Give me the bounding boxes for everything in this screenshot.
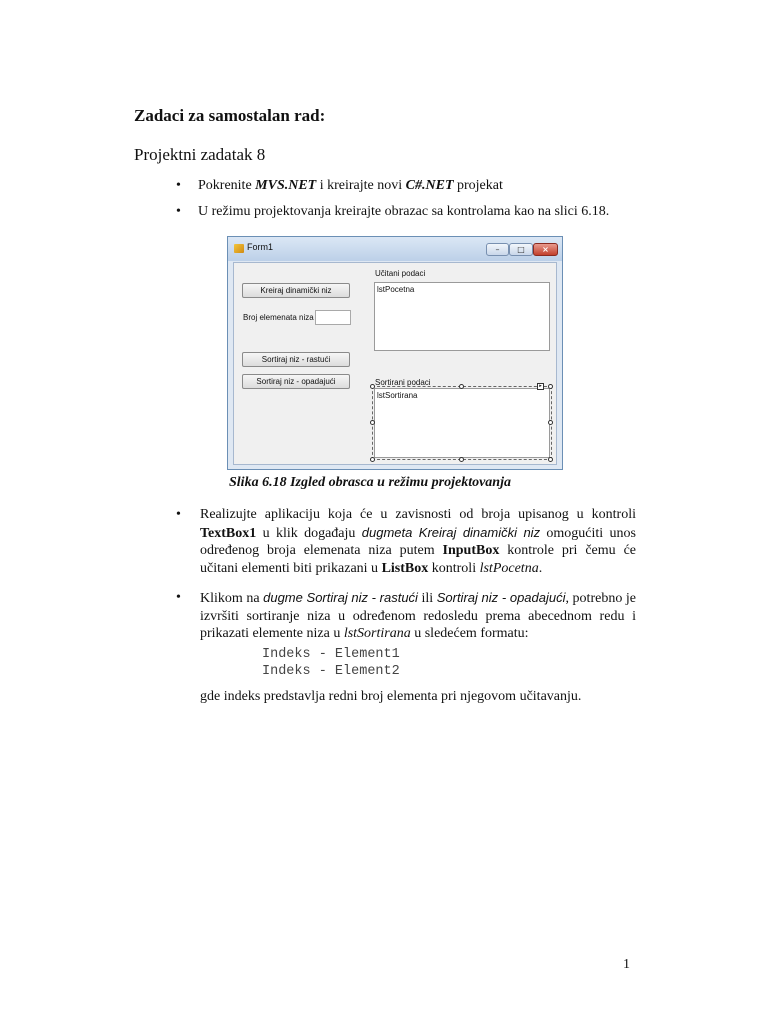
bullet-dot: • (176, 204, 181, 219)
resize-handle[interactable] (548, 420, 553, 425)
loaded-data-label: Učitani podaci (375, 269, 426, 278)
page-number: 1 (623, 957, 630, 972)
form-client-area (233, 262, 557, 465)
figure-caption: Slika 6.18 Izgled obrasca u režimu projektovanja (229, 475, 511, 490)
resize-handle[interactable] (370, 420, 375, 425)
sort-descending-button[interactable]: Sortiraj niz - opadajući (242, 374, 350, 389)
element-count-label: Broj elemenata niza (243, 313, 314, 322)
resize-handle[interactable] (548, 384, 553, 389)
minimize-icon[interactable]: – (486, 243, 509, 256)
form-window-figure (227, 236, 563, 470)
section-heading: Zadaci za samostalan rad: (134, 106, 326, 125)
document-page: Zadaci za samostalan rad: Projektni zadatak 8 • Pokrenite MVS.NET i kreirajte novi C#.NET projekat • U režimu projektovanja kreirajte obrazac sa kontrolama kao na slici 6.18. Form1 – □ × Kreiraj dinamički niz Broj elemenata niza Sortiraj niz - rastući Sortiraj niz - opadajući Učitani podaci lstPocetna Sortirani podaci lstSortirana ▸ Slika 6.18 Izgled obrasca u režimu projektovanja • Realizujte aplikaciju koja će u zavisnosti od broja upisanog u kontroli TextBox1 u klik događaju dugmeta Kreiraj dinamički niz omogućiti unos određenog broja elemenata niza putem InputBox kontrole pri čemu će učitani elementi biti prikazani u ListBox kontroli lstPocetna. • Klikom na dugme Sortiraj niz - rastući ili Sortiraj niz - opadajući, potrebno je izvršiti sortiranje niza u određenom redosledu prema abecednom redu i prikazati elemente niza u lstSortirana u sledećem formatu: Indeks - Element1 Indeks - Element2 gde indeks predstavlja redni broj elementa pri njegovom učitavanju. 1 (134, 106, 636, 972)
resize-handle[interactable] (459, 384, 464, 389)
window-title: Form1 (247, 242, 274, 252)
resize-handle[interactable] (370, 457, 375, 462)
window-titlebar (228, 237, 562, 261)
form-icon (234, 244, 244, 253)
list-item: lstSortirana (377, 391, 418, 400)
list-item: lstPocetna (377, 285, 415, 294)
element-count-textbox[interactable] (315, 310, 351, 325)
code-line-2: Indeks - Element2 (262, 664, 400, 679)
bullet-dot: • (176, 590, 181, 605)
task-paragraph-1: • Realizujte aplikaciju koja će u zavisnosti od broja upisanog u kontroli TextBox1 u klik događaju dugmeta Kreiraj dinamički niz omogućiti unos određenog broja elemenata niza putem InputBox kontrole pri čemu će učitani elementi biti prikazani u ListBox kontroli lstPocetna. (176, 507, 636, 576)
resize-handle[interactable] (548, 457, 553, 462)
resize-handle[interactable] (459, 457, 464, 462)
create-array-button[interactable]: Kreiraj dinamički niz (242, 283, 350, 298)
sorted-data-label: Sortirani podaci (375, 378, 431, 387)
closing-text: gde indeks predstavlja redni broj elementa pri njegovom učitavanju. (200, 689, 582, 704)
code-line-1: Indeks - Element1 (262, 647, 400, 662)
bullet-dot: • (176, 507, 181, 522)
maximize-icon[interactable]: □ (509, 243, 533, 256)
selection-frame (372, 386, 552, 460)
task-title: Projektni zadatak 8 (134, 145, 266, 164)
sort-ascending-button[interactable]: Sortiraj niz - rastući (242, 352, 350, 367)
initial-listbox[interactable] (374, 282, 550, 351)
resize-handle[interactable] (370, 384, 375, 389)
task-paragraph-2: • Klikom na dugme Sortiraj niz - rastući ili Sortiraj niz - opadajući, potrebno je izvršiti sortiranje niza u određenom redosledu prema abecednom redu i prikazati elemente niza u lstSortirana u sledećem formatu: (176, 590, 636, 641)
bullet-dot: • (176, 178, 181, 193)
close-icon[interactable]: × (533, 243, 558, 256)
smart-tag-arrow-icon[interactable]: ▸ (537, 383, 544, 390)
